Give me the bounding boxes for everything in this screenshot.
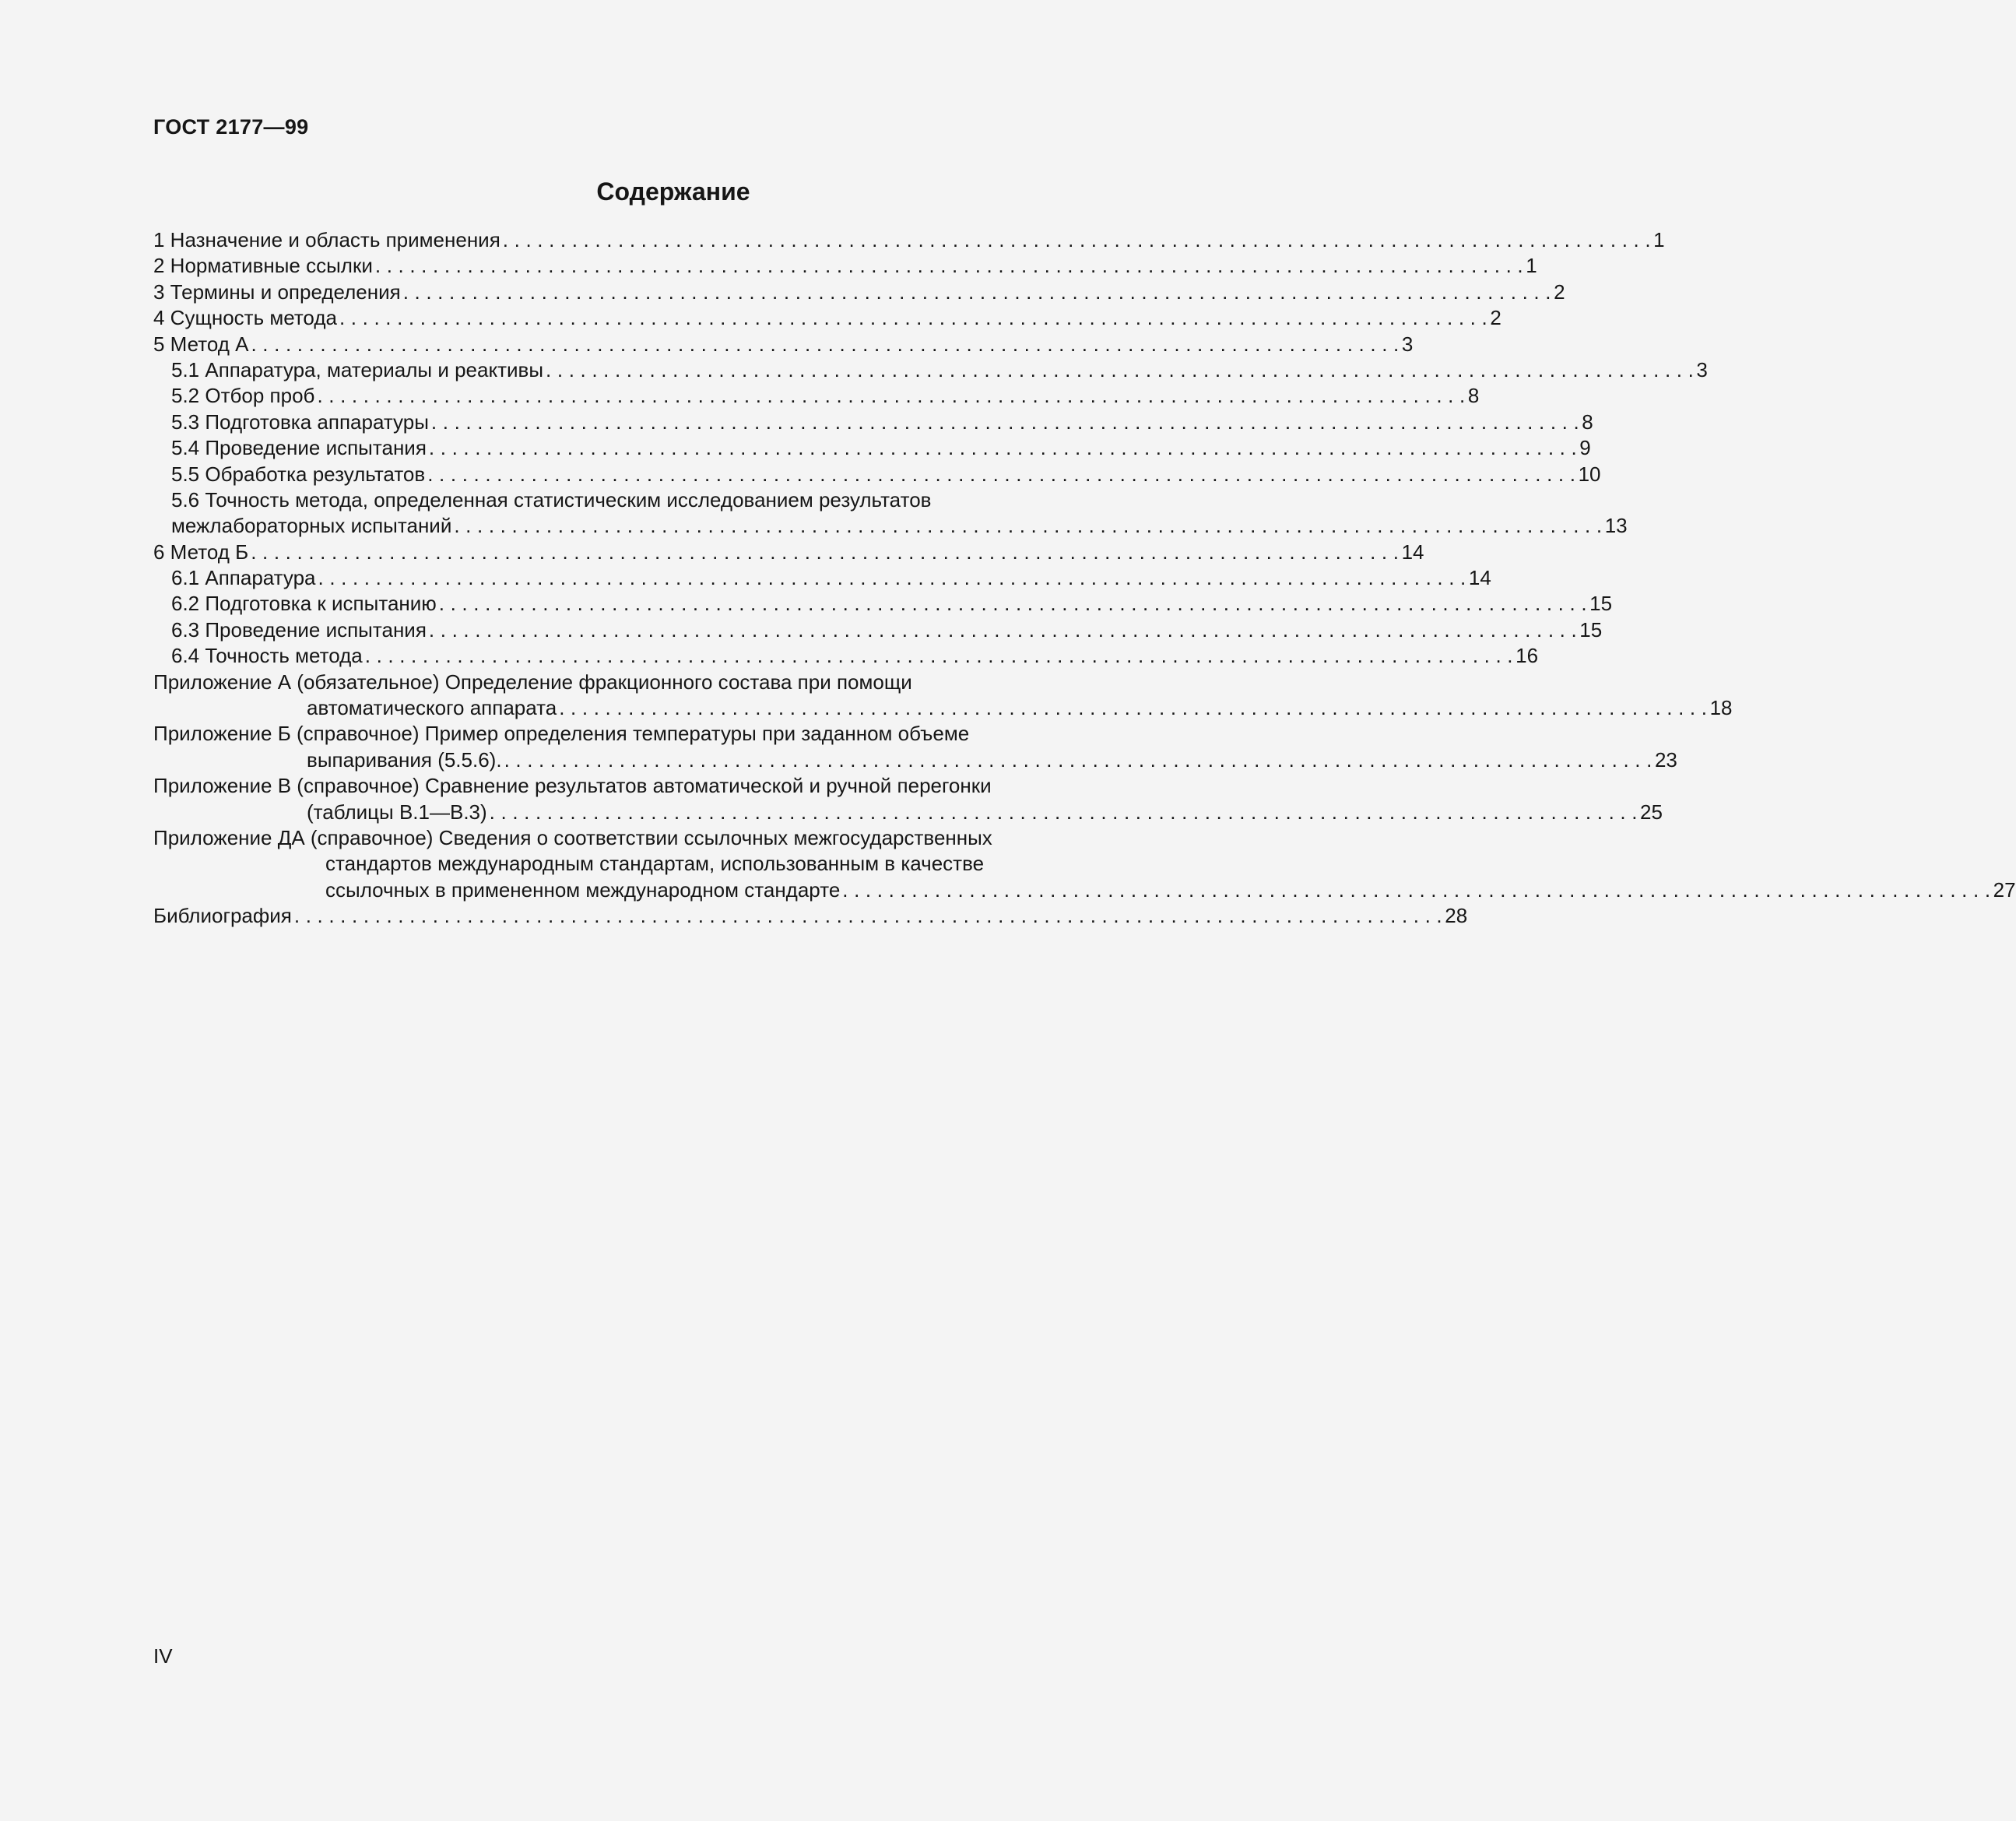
dot-leader: .................................................................................................... <box>293 904 1449 928</box>
toc-page-number: 2 <box>1554 279 1565 304</box>
dot-leader: .................................................................................................... <box>502 228 1657 251</box>
toc-page-number: 13 <box>1604 514 1628 538</box>
toc-page-number: 15 <box>1579 617 1603 642</box>
toc-entry[interactable] <box>153 305 1501 331</box>
toc-page-number: 27 <box>1993 877 2016 902</box>
toc-page-number: 8 <box>1467 384 1480 408</box>
toc-page-number: 9 <box>1579 436 1591 460</box>
dot-leader: .................................................................................................... <box>430 410 1586 434</box>
toc-entry[interactable] <box>153 825 2016 903</box>
toc-entry[interactable] <box>153 591 1613 617</box>
toc-entry-title: 6.4 Точность метода <box>171 644 363 668</box>
toc-entry[interactable] <box>153 773 1663 825</box>
toc-entry[interactable] <box>153 279 1565 305</box>
page-number: IV <box>153 1644 173 1668</box>
dot-leader: .................................................................................................... <box>504 747 1658 772</box>
toc-page-number: 14 <box>1401 540 1424 564</box>
toc-entry-title-continued: автоматического аппарата <box>307 696 557 720</box>
toc-entry-title-continued: стандартов международным стандартам, использованным в качестве <box>325 852 985 876</box>
dot-leader: .................................................................................................... <box>428 617 1583 642</box>
toc-entry-title: Приложение ДА (справочное) Сведения о соответствии ссылочных межгосударственных <box>153 825 992 849</box>
toc-entry[interactable] <box>153 435 1591 461</box>
dot-leader: .................................................................................................... <box>427 462 1582 486</box>
dot-leader: .................................................................................................... <box>559 696 1713 720</box>
dot-leader: .................................................................................................... <box>402 279 1558 304</box>
toc-entry-title: Библиография <box>153 904 292 928</box>
toc-entry-title-continued: (таблицы В.1—В.3) <box>307 800 487 824</box>
toc-title: Содержание <box>596 178 750 206</box>
toc-entry-title: 2 Нормативные ссылки <box>153 254 373 278</box>
toc-entry-title: 3 Термины и определения <box>153 279 401 304</box>
toc-entry-title: 6.2 Подготовка к испытанию <box>171 592 437 616</box>
toc-entry-title: Приложение В (справочное) Сравнение результатов автоматической и ручной перегонки <box>153 774 992 798</box>
dot-leader: .................................................................................................... <box>339 306 1494 330</box>
toc-entry-title: 6 Метод Б <box>153 540 249 564</box>
toc-page-number: 14 <box>1468 566 1491 590</box>
toc-page-number: 2 <box>1490 306 1501 330</box>
toc-entry[interactable] <box>153 383 1480 409</box>
dot-leader: .................................................................................................... <box>318 566 1472 590</box>
toc-entry-title-continued: межлабораторных испытаний <box>171 514 452 538</box>
dot-leader: .................................................................................................... <box>489 800 1644 824</box>
toc-entry-title: 5.1 Аппаратура, материалы и реактивы <box>171 357 544 381</box>
toc-entry[interactable] <box>153 617 1603 643</box>
toc-entry-title-continued: ссылочных в примененном международном стандарте <box>325 877 841 902</box>
toc-entry[interactable] <box>153 227 1665 253</box>
toc-entry-title: Приложение Б (справочное) Пример определения температуры при заданном объеме <box>153 722 970 746</box>
document-header: ГОСТ 2177—99 <box>153 115 309 139</box>
toc-page-number: 1 <box>1653 228 1665 251</box>
toc-entry-title: 6.1 Аппаратура <box>171 566 316 590</box>
toc-entry[interactable] <box>153 670 1733 722</box>
toc-entry[interactable] <box>153 540 1424 565</box>
toc-entry[interactable] <box>153 721 1677 773</box>
toc-entry-title: 6.3 Проведение испытания <box>171 617 427 642</box>
dot-leader: .................................................................................................... <box>428 436 1583 460</box>
dot-leader: .................................................................................................... <box>438 592 1593 616</box>
toc-entry[interactable] <box>153 903 1468 929</box>
toc-entry[interactable] <box>153 487 1628 540</box>
toc-entry[interactable] <box>153 462 1601 487</box>
toc-entry[interactable] <box>153 565 1491 591</box>
toc-entry-title: 5.2 Отбор проб <box>171 384 315 408</box>
dot-leader: .................................................................................................... <box>374 254 1530 278</box>
toc-page-number: 25 <box>1640 800 1663 824</box>
toc-page-number: 3 <box>1696 357 1708 381</box>
toc-entry[interactable] <box>153 253 1537 279</box>
toc-entry-title: Приложение А (обязательное) Определение фракционного состава при помощи <box>153 670 912 694</box>
toc-page-number: 15 <box>1589 592 1613 616</box>
dot-leader: .................................................................................................... <box>842 877 1997 902</box>
dot-leader: .................................................................................................... <box>546 357 1700 381</box>
toc-page-number: 18 <box>1709 696 1733 720</box>
toc-entry[interactable] <box>153 410 1593 435</box>
toc-page-number: 16 <box>1516 644 1539 668</box>
toc-entry[interactable] <box>153 643 1539 669</box>
toc-entry-title: 5.3 Подготовка аппаратуры <box>171 410 429 434</box>
toc-entry-title: 4 Сущность метода <box>153 306 337 330</box>
dot-leader: .................................................................................................... <box>251 332 1405 356</box>
toc-page-number: 8 <box>1582 410 1593 434</box>
toc-entry-title: 1 Назначение и область применения <box>153 228 500 251</box>
toc-page-number: 23 <box>1654 747 1677 772</box>
toc-page-number: 1 <box>1526 254 1537 278</box>
toc-page-number: 3 <box>1401 332 1414 356</box>
toc-page-number: 10 <box>1578 462 1601 486</box>
toc-entry-title-continued: выпаривания (5.5.6). <box>307 747 502 772</box>
dot-leader: .................................................................................................... <box>454 514 1608 538</box>
toc-entry-title: 5.6 Точность метода, определенная статистическим исследованием результатов <box>171 487 932 511</box>
dot-leader: .................................................................................................... <box>251 540 1405 564</box>
toc-entry-title: 5 Метод А <box>153 332 249 356</box>
table-of-contents <box>153 227 2016 930</box>
toc-page-number: 28 <box>1445 904 1468 928</box>
toc-entry[interactable] <box>153 357 1708 383</box>
dot-leader: .................................................................................................... <box>317 384 1471 408</box>
dot-leader: .................................................................................................... <box>364 644 1519 668</box>
toc-entry-title: 5.4 Проведение испытания <box>171 436 427 460</box>
toc-entry-title: 5.5 Обработка результатов <box>171 462 426 486</box>
toc-entry[interactable] <box>153 332 1414 357</box>
